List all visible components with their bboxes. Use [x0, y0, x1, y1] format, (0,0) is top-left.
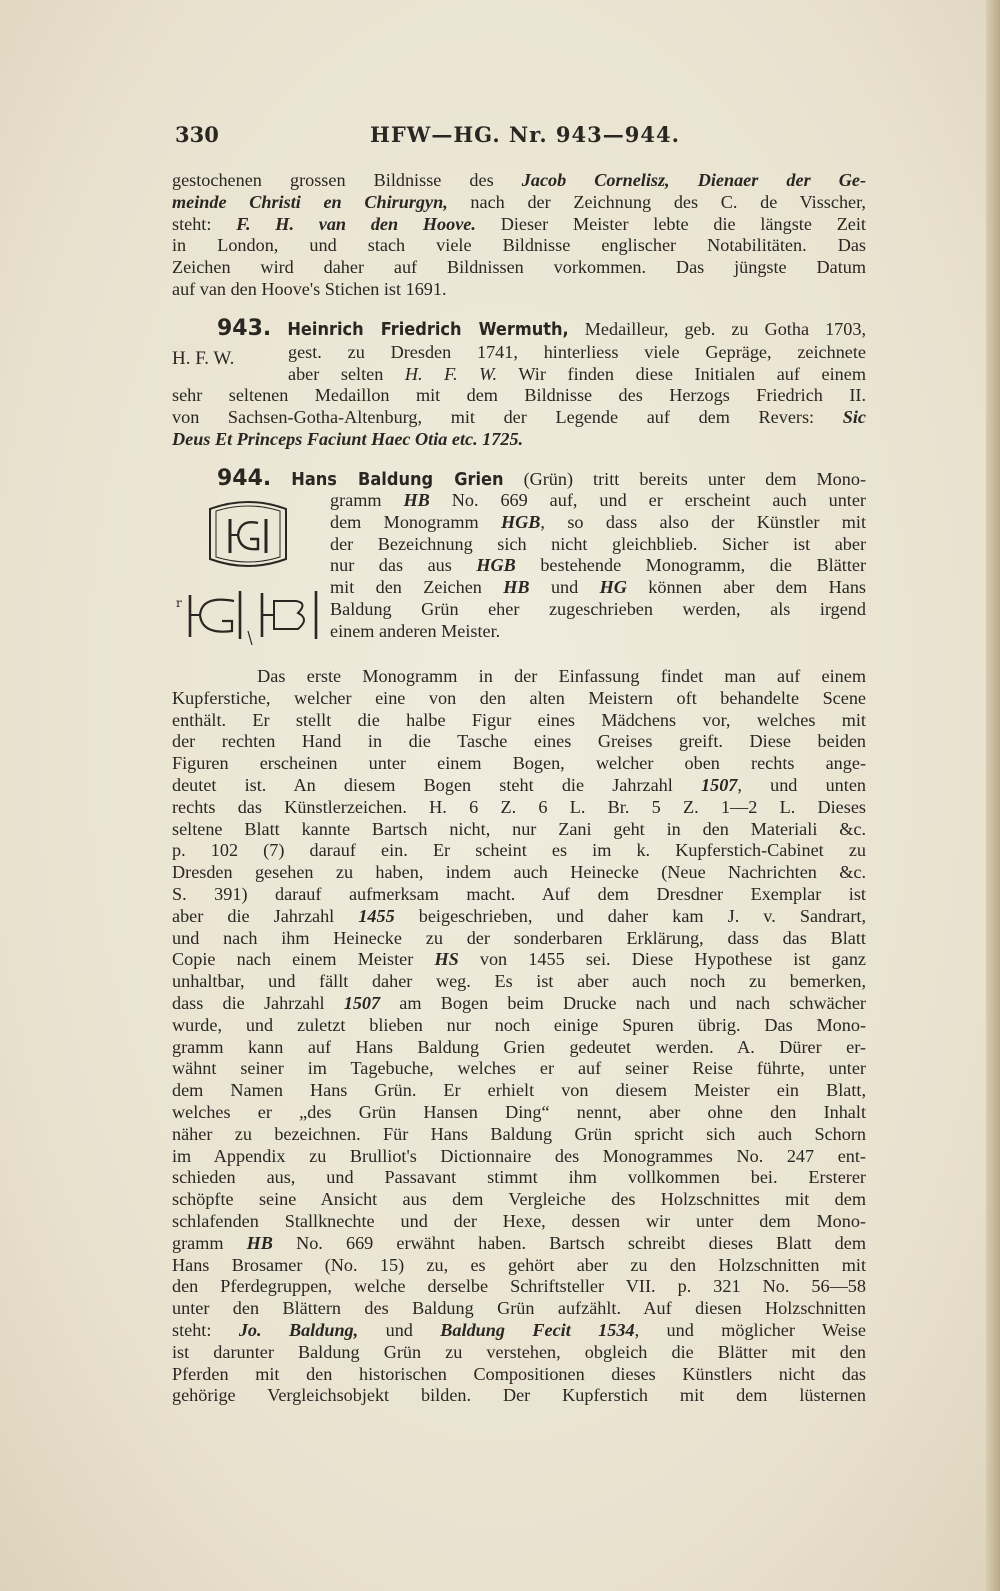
entry-944-name: Hans Baldung Grien: [291, 469, 504, 490]
entry-943-line: Medailleur, geb. zu Gotha 1703,: [584, 319, 867, 339]
text-line: gehörige Vergleichsobjekt bilden. Der Kupferstich mit dem lüsternen: [172, 1385, 866, 1406]
text-line: gestochenen grossen Bildnisse des Jacob Cornelisz, Dienaer der Ge-: [172, 170, 866, 190]
entry-944-body: [172, 666, 866, 1407]
text-line: Figuren erscheinen unter einem Bogen, welcher oben rechts ange-: [172, 753, 866, 774]
text-line: einem anderen Meister.: [330, 620, 501, 641]
text-line: ist darunter Baldung Grün zu verstehen, obgleich die Blätter mit den: [172, 1341, 866, 1362]
text-line: steht: Jo. Baldung, und Baldung Fecit 1534, und möglicher Weise: [172, 1319, 866, 1340]
text-line: Kupferstiche, welcher eine von den alten Meistern oft behandelte Scene: [172, 687, 866, 708]
entry-943-side-lines: [288, 342, 866, 386]
monogram-framed-hgb: [200, 497, 296, 571]
text-line: unhaltbar, und fällt daher weg. Es ist aber auch noch zu bemerken,: [172, 971, 866, 992]
entry-944: [172, 468, 866, 490]
text-line: unter den Blättern des Baldung Grün aufzählt. Auf diesen Holzschnitten: [172, 1298, 866, 1319]
page-number: 330: [175, 122, 219, 147]
text-line: Das erste Monogramm in der Einfassung findet man auf einem: [172, 666, 866, 686]
text-line: Hans Brosamer (No. 15) zu, es gehört aber zu den Holzschnitten mit: [172, 1254, 866, 1275]
text-line: seltene Blatt kannte Bartsch nicht, nur Zani geht in den Materiali &c.: [172, 818, 866, 839]
text-line: auf van den Hoove's Stichen ist 1691.: [172, 278, 447, 299]
text-line: schieden aus, und Passavant stimmt ihm vollkommen bei. Ersterer: [172, 1167, 866, 1188]
svg-text:r: r: [176, 596, 182, 610]
text-line: wurde, und zuletzt blieben nur noch einige Spuren übrig. Das Mono-: [172, 1014, 866, 1035]
entry-943-number: 943.: [217, 316, 272, 341]
entry-943-body: [172, 385, 866, 450]
text-line: dem Namen Hans Grün. Er erhielt von diesem Meister ein Blatt,: [172, 1080, 866, 1101]
page-edge: [986, 0, 1000, 1591]
text-line: schlafenden Stallknechte und der Hexe, dessen wir unter dem Mono-: [172, 1210, 866, 1231]
text-line: und nach ihm Heinecke zu der sonderbaren Erklärung, dass das Blatt: [172, 927, 866, 948]
text-line: enthält. Er stellt die halbe Figur eines Mädchens vor, welches mit: [172, 709, 866, 730]
text-line: der rechten Hand in die Tasche eines Greises greift. Diese beiden: [172, 731, 866, 752]
text-line: gramm kann auf Hans Baldung Grien gedeutet werden. A. Dürer er-: [172, 1036, 866, 1057]
text-line: sehr seltenen Medaillon mit dem Bildnisse des Herzogs Friedrich II.: [172, 385, 866, 405]
text-line: p. 102 (7) darauf ein. Er scheint es im k. Kupferstich-Cabinet zu: [172, 840, 866, 861]
text-line: dass die Jahrzahl 1507 am Bogen beim Drucke nach und nach schwächer: [172, 992, 866, 1013]
text-line: Pferden mit den historischen Compositionen dieses Künstlers nicht das: [172, 1363, 866, 1384]
entry-943-first-line: [172, 318, 866, 340]
text-line: gramm HB No. 669 auf, und er erscheint auch unter: [330, 490, 866, 510]
text-line: gest. zu Dresden 1741, hinterliess viele Gepräge, zeichnete: [288, 342, 866, 362]
running-header: [175, 122, 865, 148]
entry-944-side-lines: [330, 490, 866, 643]
text-line: Zeichen wird daher auf Bildnissen vorkommen. Das jüngste Datum: [172, 257, 866, 278]
text-line: mit den Zeichen HB und HG können aber dem Hans: [330, 577, 867, 598]
entry-944-line: (Grün) tritt bereits unter dem Mono-: [523, 469, 867, 489]
text-line: deutet ist. An diesem Bogen steht die Jahrzahl 1507, und unten: [172, 774, 866, 795]
text-line: näher zu bezeichnen. Für Hans Baldung Grün spricht sich auch Schorn: [172, 1123, 866, 1144]
text-line: meinde Christi en Chirurgyn, nach der Zeichnung des C. de Visscher,: [172, 191, 866, 212]
text-line: aber selten H. F. W. Wir finden diese Initialen auf einem: [288, 363, 866, 384]
text-line: aber die Jahrzahl 1455 beigeschrieben, und daher kam J. v. Sandrart,: [172, 905, 866, 926]
entry-943: [172, 318, 866, 340]
text-line: Copie nach einem Meister HS von 1455 sei. Diese Hypothese ist ganz: [172, 949, 866, 970]
text-line: welches er „des Grün Hansen Ding“ nennt, aber ohne den Inhalt: [172, 1101, 866, 1122]
text-line: im Appendix zu Brulliot's Dictionnaire des Monogrammes No. 247 ent-: [172, 1145, 866, 1166]
text-line: in London, und stach viele Bildnisse englischer Notabilitäten. Das: [172, 235, 866, 256]
entry-943-name: Heinrich Friedrich Wermuth,: [287, 319, 569, 340]
intro-paragraph: [172, 170, 866, 301]
text-line: dem Monogramm HGB, so dass also der Künstler mit: [330, 511, 866, 532]
monograms-hg-hb: [176, 585, 324, 645]
text-line: gramm HB No. 669 erwähnt haben. Bartsch schreibt dieses Blatt dem: [172, 1232, 866, 1253]
text-line: nur das aus HGB bestehende Monogramm, die Blätter: [330, 555, 866, 576]
header-title: HFW—HG. Nr. 943—944.: [370, 122, 680, 147]
text-line: rechts das Künstlerzeichen. H. 6 Z. 6 L. Br. 5 Z. 1—2 L. Dieses: [172, 796, 866, 817]
text-line: von Sachsen-Gotha-Altenburg, mit der Legende auf dem Revers: Sic: [172, 406, 866, 427]
text-line: den Pferdegruppen, welche derselbe Schriftsteller VII. p. 321 No. 56—58: [172, 1276, 866, 1297]
entry-943-mark: H. F. W.: [172, 348, 235, 369]
text-line: der Bezeichnung sich nicht gleichblieb. Sicher ist aber: [330, 533, 866, 554]
text-line: S. 391) darauf aufmerksam macht. Auf dem Dresdner Exemplar ist: [172, 883, 866, 904]
text-line: wähnt seiner im Tagebuche, welches er auf seiner Reise führte, unter: [172, 1058, 866, 1079]
text-line: Deus Et Princeps Faciunt Haec Otia etc. 1725.: [172, 428, 524, 449]
text-line: Dresden gesehen zu haben, indem auch Heinecke (Neue Nachrichten &c.: [172, 862, 866, 883]
text-line: Baldung Grün eher zugeschrieben werden, als irgend: [330, 598, 866, 619]
entry-944-number: 944.: [217, 466, 272, 491]
text-line: schöpfte seine Ansicht aus dem Vergleiche des Holzschnittes mit dem: [172, 1189, 866, 1210]
text-line: steht: F. H. van den Hoove. Dieser Meister lebte die längste Zeit: [172, 213, 866, 234]
entry-944-first-line: [172, 468, 866, 490]
